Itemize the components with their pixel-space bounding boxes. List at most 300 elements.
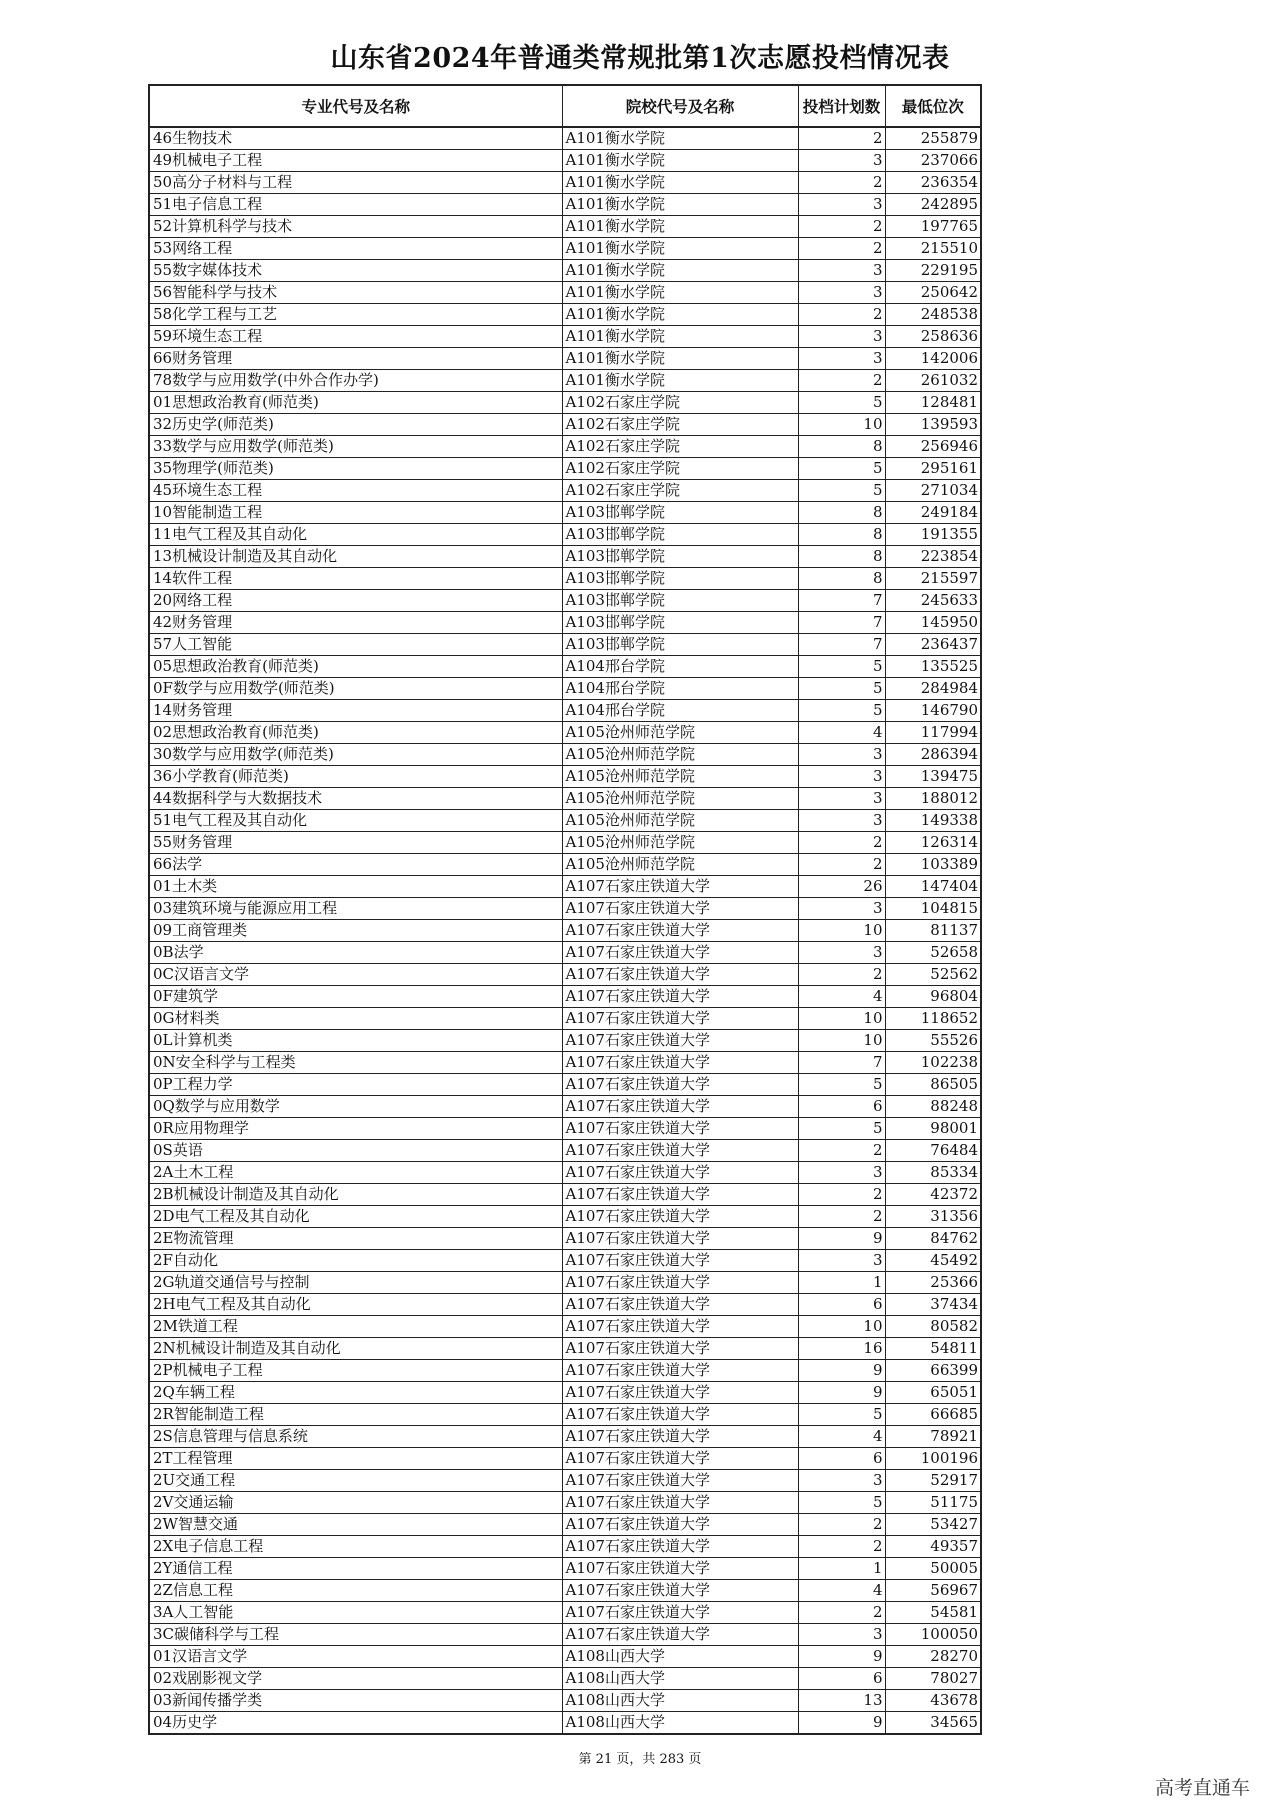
- plan-count-cell: 2: [798, 1602, 885, 1624]
- plan-count-cell: 8: [798, 502, 885, 524]
- school-cell: A103邯郸学院: [562, 634, 798, 656]
- school-cell: A107石家庄铁道大学: [562, 1140, 798, 1162]
- plan-count-cell: 3: [798, 810, 885, 832]
- min-rank-cell: 51175: [885, 1492, 981, 1514]
- major-cell: 2Z信息工程: [149, 1580, 562, 1602]
- table-row: [149, 1360, 981, 1382]
- table-row: [149, 700, 981, 722]
- school-cell: A107石家庄铁道大学: [562, 1316, 798, 1338]
- major-cell: 58化学工程与工艺: [149, 304, 562, 326]
- school-cell: A101衡水学院: [562, 150, 798, 172]
- plan-count-cell: 1: [798, 1558, 885, 1580]
- major-cell: 2Q车辆工程: [149, 1382, 562, 1404]
- table-row: [149, 1272, 981, 1294]
- plan-count-cell: 3: [798, 788, 885, 810]
- major-cell: 35物理学(师范类): [149, 458, 562, 480]
- table-row: [149, 1426, 981, 1448]
- major-cell: 05思想政治教育(师范类): [149, 656, 562, 678]
- min-rank-cell: 102238: [885, 1052, 981, 1074]
- major-cell: 2D电气工程及其自动化: [149, 1206, 562, 1228]
- min-rank-cell: 100050: [885, 1624, 981, 1646]
- major-cell: 10智能制造工程: [149, 502, 562, 524]
- plan-count-cell: 3: [798, 766, 885, 788]
- plan-count-cell: 4: [798, 986, 885, 1008]
- school-cell: A104邢台学院: [562, 656, 798, 678]
- school-cell: A107石家庄铁道大学: [562, 964, 798, 986]
- table-row: [149, 326, 981, 348]
- min-rank-cell: 85334: [885, 1162, 981, 1184]
- min-rank-cell: 103389: [885, 854, 981, 876]
- min-rank-cell: 242895: [885, 194, 981, 216]
- min-rank-cell: 84762: [885, 1228, 981, 1250]
- table-row: [149, 1228, 981, 1250]
- plan-count-cell: 3: [798, 1470, 885, 1492]
- plan-count-cell: 8: [798, 568, 885, 590]
- plan-count-cell: 7: [798, 590, 885, 612]
- plan-count-cell: 8: [798, 436, 885, 458]
- min-rank-cell: 45492: [885, 1250, 981, 1272]
- table-row: [149, 1074, 981, 1096]
- school-cell: A101衡水学院: [562, 326, 798, 348]
- min-rank-cell: 191355: [885, 524, 981, 546]
- school-cell: A107石家庄铁道大学: [562, 1030, 798, 1052]
- school-cell: A103邯郸学院: [562, 502, 798, 524]
- major-cell: 56智能科学与技术: [149, 282, 562, 304]
- school-cell: A103邯郸学院: [562, 590, 798, 612]
- min-rank-cell: 42372: [885, 1184, 981, 1206]
- min-rank-cell: 25366: [885, 1272, 981, 1294]
- plan-count-cell: 2: [798, 1514, 885, 1536]
- school-cell: A107石家庄铁道大学: [562, 1426, 798, 1448]
- table-row: [149, 656, 981, 678]
- plan-count-cell: 3: [798, 260, 885, 282]
- min-rank-cell: 55526: [885, 1030, 981, 1052]
- school-cell: A107石家庄铁道大学: [562, 1162, 798, 1184]
- table-row: [149, 1184, 981, 1206]
- header-row: [149, 85, 981, 127]
- school-cell: A107石家庄铁道大学: [562, 986, 798, 1008]
- school-cell: A101衡水学院: [562, 194, 798, 216]
- plan-count-cell: 3: [798, 326, 885, 348]
- table-row: [149, 568, 981, 590]
- plan-count-cell: 10: [798, 414, 885, 436]
- school-cell: A107石家庄铁道大学: [562, 1206, 798, 1228]
- major-cell: 04历史学: [149, 1712, 562, 1735]
- table-row: [149, 854, 981, 876]
- school-cell: A107石家庄铁道大学: [562, 920, 798, 942]
- table-header: [149, 85, 981, 127]
- min-rank-cell: 88248: [885, 1096, 981, 1118]
- min-rank-cell: 65051: [885, 1382, 981, 1404]
- header-school: 院校代号及名称: [562, 85, 798, 127]
- major-cell: 0L计算机类: [149, 1030, 562, 1052]
- major-cell: 03新闻传播学类: [149, 1690, 562, 1712]
- plan-count-cell: 8: [798, 546, 885, 568]
- plan-count-cell: 10: [798, 920, 885, 942]
- plan-count-cell: 6: [798, 1668, 885, 1690]
- school-cell: A101衡水学院: [562, 172, 798, 194]
- major-cell: 42财务管理: [149, 612, 562, 634]
- table-row: [149, 348, 981, 370]
- table-row: [149, 634, 981, 656]
- major-cell: 20网络工程: [149, 590, 562, 612]
- major-cell: 2U交通工程: [149, 1470, 562, 1492]
- table-row: [149, 1250, 981, 1272]
- plan-count-cell: 5: [798, 678, 885, 700]
- min-rank-cell: 256946: [885, 436, 981, 458]
- table-row: [149, 546, 981, 568]
- plan-count-cell: 2: [798, 238, 885, 260]
- table-row: [149, 1580, 981, 1602]
- min-rank-cell: 104815: [885, 898, 981, 920]
- min-rank-cell: 250642: [885, 282, 981, 304]
- header-plan: 投档计划数: [798, 85, 885, 127]
- school-cell: A107石家庄铁道大学: [562, 1008, 798, 1030]
- school-cell: A107石家庄铁道大学: [562, 1074, 798, 1096]
- plan-count-cell: 9: [798, 1228, 885, 1250]
- school-cell: A107石家庄铁道大学: [562, 1558, 798, 1580]
- school-cell: A104邢台学院: [562, 700, 798, 722]
- table-row: [149, 1624, 981, 1646]
- plan-count-cell: 6: [798, 1294, 885, 1316]
- school-cell: A102石家庄学院: [562, 480, 798, 502]
- major-cell: 46生物技术: [149, 127, 562, 150]
- table-row: [149, 1536, 981, 1558]
- min-rank-cell: 96804: [885, 986, 981, 1008]
- plan-count-cell: 2: [798, 172, 885, 194]
- major-cell: 01土木类: [149, 876, 562, 898]
- plan-count-cell: 6: [798, 1096, 885, 1118]
- major-cell: 49机械电子工程: [149, 150, 562, 172]
- major-cell: 2P机械电子工程: [149, 1360, 562, 1382]
- major-cell: 66财务管理: [149, 348, 562, 370]
- major-cell: 3A人工智能: [149, 1602, 562, 1624]
- min-rank-cell: 118652: [885, 1008, 981, 1030]
- school-cell: A107石家庄铁道大学: [562, 1294, 798, 1316]
- min-rank-cell: 197765: [885, 216, 981, 238]
- table-row: [149, 194, 981, 216]
- school-cell: A108山西大学: [562, 1712, 798, 1735]
- document-title: 山东省2024年普通类常规批第1次志愿投档情况表: [330, 43, 950, 74]
- plan-count-cell: 5: [798, 458, 885, 480]
- min-rank-cell: 271034: [885, 480, 981, 502]
- min-rank-cell: 76484: [885, 1140, 981, 1162]
- min-rank-cell: 78921: [885, 1426, 981, 1448]
- min-rank-cell: 236437: [885, 634, 981, 656]
- school-cell: A101衡水学院: [562, 348, 798, 370]
- school-cell: A107石家庄铁道大学: [562, 1338, 798, 1360]
- table-row: [149, 304, 981, 326]
- school-cell: A101衡水学院: [562, 127, 798, 150]
- school-cell: A103邯郸学院: [562, 546, 798, 568]
- min-rank-cell: 139475: [885, 766, 981, 788]
- school-cell: A103邯郸学院: [562, 568, 798, 590]
- school-cell: A102石家庄学院: [562, 414, 798, 436]
- table-row: [149, 876, 981, 898]
- min-rank-cell: 52562: [885, 964, 981, 986]
- major-cell: 2W智慧交通: [149, 1514, 562, 1536]
- school-cell: A101衡水学院: [562, 282, 798, 304]
- major-cell: 0Q数学与应用数学: [149, 1096, 562, 1118]
- major-cell: 0F建筑学: [149, 986, 562, 1008]
- table-row: [149, 1294, 981, 1316]
- plan-count-cell: 10: [798, 1030, 885, 1052]
- school-cell: A102石家庄学院: [562, 436, 798, 458]
- table-row: [149, 788, 981, 810]
- table-row: [149, 766, 981, 788]
- major-cell: 0N安全科学与工程类: [149, 1052, 562, 1074]
- major-cell: 11电气工程及其自动化: [149, 524, 562, 546]
- plan-count-cell: 7: [798, 634, 885, 656]
- plan-count-cell: 3: [798, 1624, 885, 1646]
- plan-count-cell: 3: [798, 282, 885, 304]
- plan-count-cell: 7: [798, 1052, 885, 1074]
- major-cell: 2T工程管理: [149, 1448, 562, 1470]
- min-rank-cell: 284984: [885, 678, 981, 700]
- major-cell: 2B机械设计制造及其自动化: [149, 1184, 562, 1206]
- table-row: [149, 282, 981, 304]
- watermark: 高考直通车: [1154, 1777, 1250, 1799]
- min-rank-cell: 142006: [885, 348, 981, 370]
- min-rank-cell: 81137: [885, 920, 981, 942]
- plan-count-cell: 5: [798, 1492, 885, 1514]
- table-row: [149, 1206, 981, 1228]
- min-rank-cell: 49357: [885, 1536, 981, 1558]
- major-cell: 2X电子信息工程: [149, 1536, 562, 1558]
- table-row: [149, 1558, 981, 1580]
- school-cell: A107石家庄铁道大学: [562, 1624, 798, 1646]
- major-cell: 66法学: [149, 854, 562, 876]
- major-cell: 30数学与应用数学(师范类): [149, 744, 562, 766]
- school-cell: A107石家庄铁道大学: [562, 1470, 798, 1492]
- plan-count-cell: 9: [798, 1646, 885, 1668]
- school-cell: A107石家庄铁道大学: [562, 1360, 798, 1382]
- min-rank-cell: 149338: [885, 810, 981, 832]
- table-row: [149, 898, 981, 920]
- plan-count-cell: 3: [798, 348, 885, 370]
- table-row: [149, 127, 981, 150]
- school-cell: A103邯郸学院: [562, 612, 798, 634]
- table-row: [149, 1690, 981, 1712]
- plan-count-cell: 3: [798, 942, 885, 964]
- plan-count-cell: 13: [798, 1690, 885, 1712]
- major-cell: 0B法学: [149, 942, 562, 964]
- major-cell: 45环境生态工程: [149, 480, 562, 502]
- school-cell: A103邯郸学院: [562, 524, 798, 546]
- school-cell: A107石家庄铁道大学: [562, 1228, 798, 1250]
- major-cell: 14软件工程: [149, 568, 562, 590]
- table-row: [149, 612, 981, 634]
- min-rank-cell: 261032: [885, 370, 981, 392]
- plan-count-cell: 7: [798, 612, 885, 634]
- school-cell: A105沧州师范学院: [562, 810, 798, 832]
- school-cell: A107石家庄铁道大学: [562, 1118, 798, 1140]
- table-row: [149, 458, 981, 480]
- plan-count-cell: 10: [798, 1316, 885, 1338]
- school-cell: A107石家庄铁道大学: [562, 1184, 798, 1206]
- major-cell: 2H电气工程及其自动化: [149, 1294, 562, 1316]
- table-row: [149, 678, 981, 700]
- major-cell: 0C汉语言文学: [149, 964, 562, 986]
- major-cell: 2V交通运输: [149, 1492, 562, 1514]
- major-cell: 14财务管理: [149, 700, 562, 722]
- table-row: [149, 1316, 981, 1338]
- min-rank-cell: 66685: [885, 1404, 981, 1426]
- major-cell: 2Y通信工程: [149, 1558, 562, 1580]
- plan-count-cell: 3: [798, 1250, 885, 1272]
- major-cell: 0S英语: [149, 1140, 562, 1162]
- major-cell: 78数学与应用数学(中外合作办学): [149, 370, 562, 392]
- plan-count-cell: 3: [798, 150, 885, 172]
- major-cell: 32历史学(师范类): [149, 414, 562, 436]
- min-rank-cell: 147404: [885, 876, 981, 898]
- table-row: [149, 392, 981, 414]
- major-cell: 51电子信息工程: [149, 194, 562, 216]
- table-row: [149, 744, 981, 766]
- plan-count-cell: 2: [798, 1206, 885, 1228]
- table-row: [149, 1382, 981, 1404]
- school-cell: A107石家庄铁道大学: [562, 1602, 798, 1624]
- school-cell: A101衡水学院: [562, 260, 798, 282]
- school-cell: A107石家庄铁道大学: [562, 898, 798, 920]
- min-rank-cell: 66399: [885, 1360, 981, 1382]
- school-cell: A108山西大学: [562, 1646, 798, 1668]
- school-cell: A107石家庄铁道大学: [562, 1536, 798, 1558]
- min-rank-cell: 52917: [885, 1470, 981, 1492]
- table-row: [149, 986, 981, 1008]
- table-row: [149, 502, 981, 524]
- school-cell: A101衡水学院: [562, 238, 798, 260]
- plan-count-cell: 9: [798, 1382, 885, 1404]
- major-cell: 50高分子材料与工程: [149, 172, 562, 194]
- table-row: [149, 1052, 981, 1074]
- table-row: [149, 1140, 981, 1162]
- school-cell: A105沧州师范学院: [562, 854, 798, 876]
- min-rank-cell: 98001: [885, 1118, 981, 1140]
- min-rank-cell: 86505: [885, 1074, 981, 1096]
- plan-count-cell: 4: [798, 1580, 885, 1602]
- table-row: [149, 942, 981, 964]
- school-cell: A101衡水学院: [562, 370, 798, 392]
- plan-count-cell: 2: [798, 127, 885, 150]
- school-cell: A105沧州师范学院: [562, 722, 798, 744]
- school-cell: A107石家庄铁道大学: [562, 1096, 798, 1118]
- major-cell: 2F自动化: [149, 1250, 562, 1272]
- plan-count-cell: 2: [798, 964, 885, 986]
- min-rank-cell: 53427: [885, 1514, 981, 1536]
- table-row: [149, 1008, 981, 1030]
- major-cell: 55财务管理: [149, 832, 562, 854]
- table-row: [149, 810, 981, 832]
- table-row: [149, 722, 981, 744]
- school-cell: A104邢台学院: [562, 678, 798, 700]
- plan-count-cell: 9: [798, 1712, 885, 1735]
- plan-count-cell: 4: [798, 722, 885, 744]
- plan-count-cell: 6: [798, 1448, 885, 1470]
- plan-count-cell: 3: [798, 744, 885, 766]
- major-cell: 2R智能制造工程: [149, 1404, 562, 1426]
- major-cell: 13机械设计制造及其自动化: [149, 546, 562, 568]
- table-row: [149, 1602, 981, 1624]
- school-cell: A108山西大学: [562, 1668, 798, 1690]
- major-cell: 2G轨道交通信号与控制: [149, 1272, 562, 1294]
- min-rank-cell: 128481: [885, 392, 981, 414]
- major-cell: 57人工智能: [149, 634, 562, 656]
- plan-count-cell: 5: [798, 656, 885, 678]
- admission-table: [148, 84, 982, 1735]
- school-cell: A101衡水学院: [562, 304, 798, 326]
- min-rank-cell: 80582: [885, 1316, 981, 1338]
- major-cell: 51电气工程及其自动化: [149, 810, 562, 832]
- school-cell: A107石家庄铁道大学: [562, 942, 798, 964]
- table-row: [149, 920, 981, 942]
- table-row: [149, 238, 981, 260]
- min-rank-cell: 245633: [885, 590, 981, 612]
- min-rank-cell: 43678: [885, 1690, 981, 1712]
- header-min-rank: 最低位次: [885, 85, 981, 127]
- table-row: [149, 1030, 981, 1052]
- min-rank-cell: 37434: [885, 1294, 981, 1316]
- plan-count-cell: 5: [798, 1404, 885, 1426]
- table-row: [149, 436, 981, 458]
- major-cell: 01汉语言文学: [149, 1646, 562, 1668]
- plan-count-cell: 26: [798, 876, 885, 898]
- min-rank-cell: 258636: [885, 326, 981, 348]
- school-cell: A105沧州师范学院: [562, 766, 798, 788]
- min-rank-cell: 236354: [885, 172, 981, 194]
- table-row: [149, 150, 981, 172]
- school-cell: A107石家庄铁道大学: [562, 1448, 798, 1470]
- plan-count-cell: 10: [798, 1008, 885, 1030]
- min-rank-cell: 295161: [885, 458, 981, 480]
- plan-count-cell: 8: [798, 524, 885, 546]
- school-cell: A107石家庄铁道大学: [562, 1492, 798, 1514]
- table-row: [149, 1096, 981, 1118]
- school-cell: A107石家庄铁道大学: [562, 1052, 798, 1074]
- table-row: [149, 1646, 981, 1668]
- plan-count-cell: 5: [798, 392, 885, 414]
- plan-count-cell: 2: [798, 1184, 885, 1206]
- table-row: [149, 1404, 981, 1426]
- min-rank-cell: 100196: [885, 1448, 981, 1470]
- school-cell: A102石家庄学院: [562, 392, 798, 414]
- min-rank-cell: 145950: [885, 612, 981, 634]
- min-rank-cell: 249184: [885, 502, 981, 524]
- major-cell: 2E物流管理: [149, 1228, 562, 1250]
- table-row: [149, 1118, 981, 1140]
- min-rank-cell: 126314: [885, 832, 981, 854]
- school-cell: A107石家庄铁道大学: [562, 1272, 798, 1294]
- min-rank-cell: 135525: [885, 656, 981, 678]
- school-cell: A105沧州师范学院: [562, 744, 798, 766]
- major-cell: 01思想政治教育(师范类): [149, 392, 562, 414]
- school-cell: A107石家庄铁道大学: [562, 876, 798, 898]
- min-rank-cell: 31356: [885, 1206, 981, 1228]
- school-cell: A107石家庄铁道大学: [562, 1514, 798, 1536]
- major-cell: 0G材料类: [149, 1008, 562, 1030]
- major-cell: 0P工程力学: [149, 1074, 562, 1096]
- major-cell: 02戏剧影视文学: [149, 1668, 562, 1690]
- min-rank-cell: 78027: [885, 1668, 981, 1690]
- table-row: [149, 216, 981, 238]
- table-row: [149, 370, 981, 392]
- major-cell: 0F数学与应用数学(师范类): [149, 678, 562, 700]
- plan-count-cell: 2: [798, 1536, 885, 1558]
- plan-count-cell: 2: [798, 304, 885, 326]
- min-rank-cell: 215510: [885, 238, 981, 260]
- table-row: [149, 414, 981, 436]
- school-cell: A107石家庄铁道大学: [562, 1580, 798, 1602]
